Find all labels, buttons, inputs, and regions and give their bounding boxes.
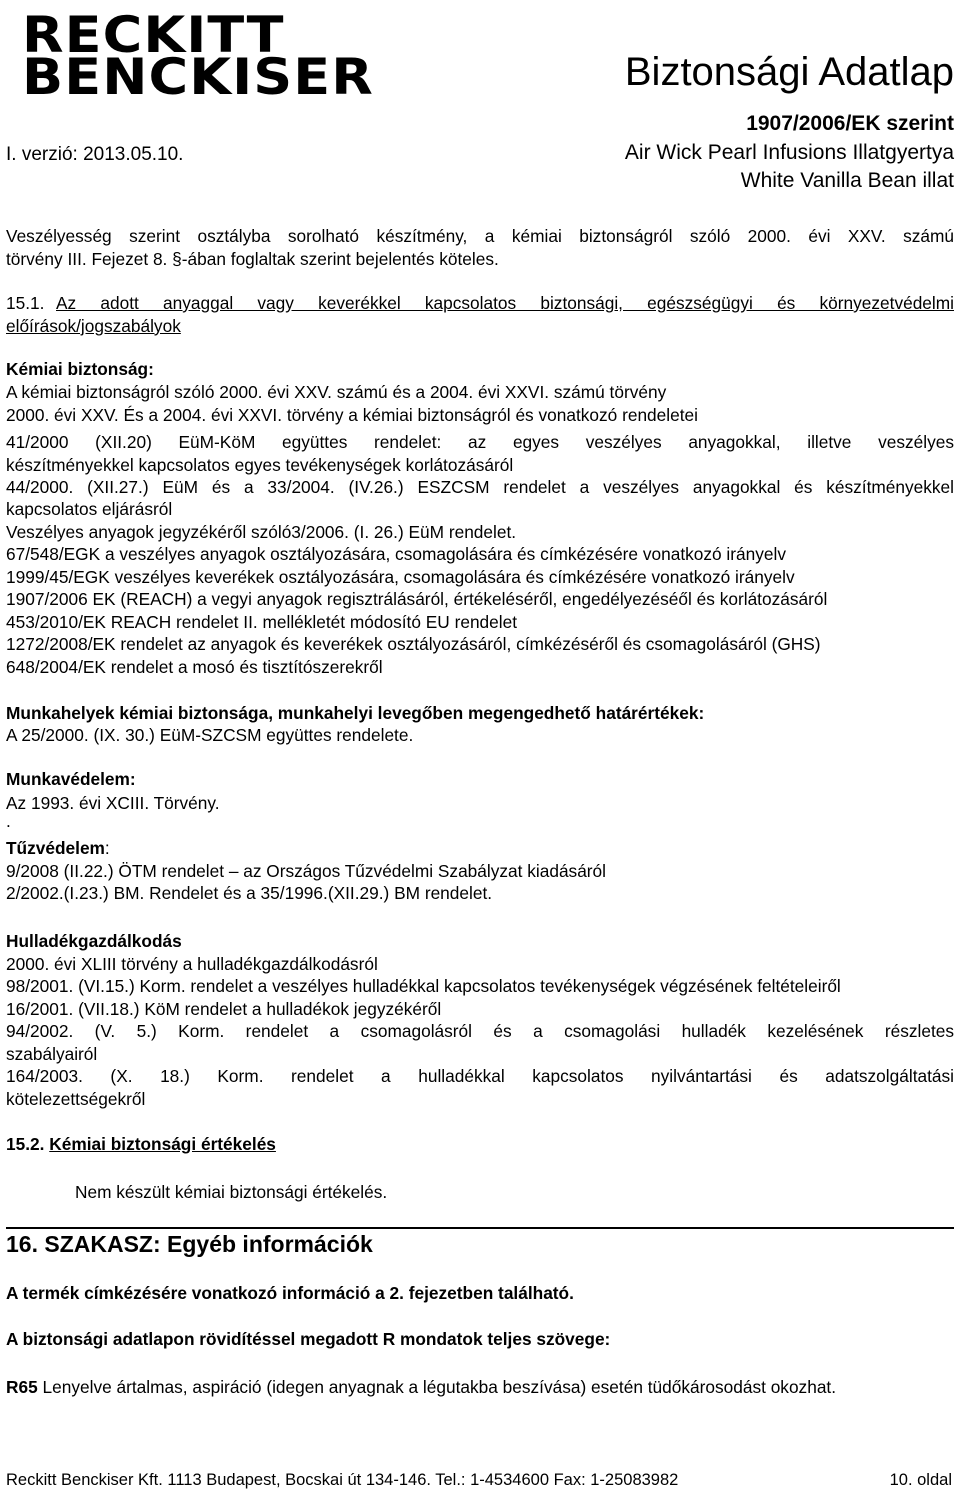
chem-safety-line: 453/2010/EK REACH rendelet II. mellékletét módosító EU rendelet (6, 612, 518, 632)
section-15-2-text: Nem készült kémiai biztonsági értékelés. (75, 1182, 388, 1202)
chem-safety-line: 1272/2008/EK rendelet az anyagok és keverékek osztályozásáról, címkézéséről és csomagolásáról (GHS) (6, 634, 821, 654)
chem-safety-line: 67/548/EGK a veszélyes anyagok osztályozására, csomagolására és címkézésére vonatkozó irányelv (6, 544, 786, 564)
logo-benckiser: BENCKISER (22, 48, 374, 106)
fire-heading-colon: : (104, 838, 110, 858)
chem-safety-line: A kémiai biztonságról szóló 2000. évi XXV. számú és a 2004. évi XXVI. számú törvény (6, 382, 667, 402)
product-variant: White Vanilla Bean illat (740, 169, 954, 192)
section-15-1-title-line-1: Az adott anyaggal vagy keverékkel kapcsolatos biztonsági, egészségügyi és környezetvédelmi (56, 293, 954, 313)
section-15-2-number: 15.2. (6, 1134, 45, 1154)
fire-line: 2/2002.(I.23.) BM. Rendelet és a 35/1996.(XII.29.) BM rendelet. (6, 883, 493, 903)
intro-line-1: Veszélyesség szerint osztályba sorolható készítmény, a kémiai biztonságról szóló 2000. évi XXV. számú (6, 226, 954, 246)
waste-line: 94/2002. (V. 5.) Korm. rendelet a csomagolásról és a csomagolási hulladék kezelésének részletes (6, 1021, 954, 1041)
chem-safety-heading: Kémiai biztonság: (6, 359, 154, 379)
chem-safety-line: 44/2000. (XII.27.) EüM és a 33/2004. (IV.26.) ESZCSM rendelet a veszélyes anyagokkal és készítményekkel (6, 477, 954, 497)
r-phrase-text: Lenyelve ártalmas, aspiráció (idegen anyagnak a légutakba beszívása) esetén tüdőkárosodást okozhat. (42, 1377, 837, 1397)
workplace-heading: Munkahelyek kémiai biztonsága, munkahelyi levegőben megengedhető határértékek: (6, 703, 705, 723)
r-phrase-row (6, 1376, 836, 1398)
chem-safety-line: 1999/45/EGK veszélyes keverékek osztályozására, csomagolására és címkézésére vonatkozó irányelv (6, 567, 795, 587)
r-phrases-heading: A biztonsági adatlapon rövidítéssel megadott R mondatok teljes szövege: (6, 1329, 611, 1349)
waste-line: 16/2001. (VII.18.) KöM rendelet a hulladékok jegyzékéről (6, 999, 442, 1019)
fire-heading (6, 837, 110, 859)
chem-safety-line: 648/2004/EK rendelet a mosó és tisztítószerekről (6, 657, 383, 677)
logo-reckitt: RECKITT (22, 6, 285, 64)
chem-safety-line: készítményekkel kapcsolatos egyes tevékenységek korlátozásáról (6, 455, 514, 475)
waste-line: kötelezettségekről (6, 1089, 146, 1109)
chem-safety-line: 2000. évi XXV. És a 2004. évi XXVI. törvény a kémiai biztonságról és vonatkozó rendeletei (6, 405, 698, 425)
chem-safety-line: kapcsolatos eljárásról (6, 499, 173, 519)
workplace-line: A 25/2000. (IX. 30.) EüM-SZCSM együttes rendelete. (6, 725, 414, 745)
chem-safety-line: 1907/2006 EK (REACH) a vegyi anyagok regisztrálásáról, értékeléséről, engedélyezéséől és korlátozásáról (6, 589, 828, 609)
labor-heading: Munkavédelem: (6, 769, 136, 789)
label-info: A termék címkézésére vonatkozó információ a 2. fejezetben található. (6, 1283, 574, 1303)
waste-line: 2000. évi XLIII törvény a hulladékgazdálkodásról (6, 954, 378, 974)
document-title: Biztonsági Adatlap (624, 50, 954, 94)
stray-dot: . (6, 811, 11, 831)
product-name: Air Wick Pearl Infusions Illatgyertya (624, 141, 954, 164)
footer-company: Reckitt Benckiser Kft. 1113 Budapest, Bocskai út 134-146. Tel.: 1-4534600 Fax: 1-25083982 (6, 1471, 679, 1489)
waste-line: 98/2001. (VI.15.) Korm. rendelet a veszélyes hulladékkal kapcsolatos tevékenységek végzésének feltételeiről (6, 976, 841, 996)
footer (6, 1470, 952, 1490)
section-15-1-title-line-2: előírások/jogszabályok (6, 316, 181, 336)
intro-line-2: törvény III. Fejezet 8. §-ában foglaltak szerint bejelentés köteles. (6, 249, 499, 269)
regulation-ref: 1907/2006/EK szerint (746, 112, 954, 135)
section-15-2-heading (6, 1133, 276, 1155)
section-15-1-number: 15.1. (6, 293, 45, 313)
chem-safety-line: Veszélyes anyagok jegyzékéről szóló3/2006. (I. 26.) EüM rendelet. (6, 522, 517, 542)
section-16-title: 16. SZAKASZ: Egyéb információk (6, 1227, 954, 1261)
r-phrase-code: R65 (6, 1377, 38, 1397)
fire-line: 9/2008 (II.22.) ÖTM rendelet – az Országos Tűzvédelmi Szabályzat kiadásáról (6, 861, 607, 881)
waste-line: szabályairól (6, 1044, 98, 1064)
waste-line: 164/2003. (X. 18.) Korm. rendelet a hulladékkal kapcsolatos nyilvántartási és adatszolgáltatási (6, 1066, 954, 1086)
chem-safety-line: 41/2000 (XII.20) EüM-KöM együttes rendelet: az egyes veszélyes anyagokkal, illetve veszélyes (6, 432, 954, 452)
version-date: I. verzió: 2013.05.10. (6, 144, 184, 165)
waste-heading: Hulladékgazdálkodás (6, 931, 182, 951)
labor-line: Az 1993. évi XCIII. Törvény. (6, 793, 220, 813)
fire-heading-text: Tűzvédelem (6, 838, 105, 858)
section-15-2-title: Kémiai biztonsági értékelés (49, 1134, 276, 1154)
page-number: 10. oldal (889, 1471, 952, 1489)
